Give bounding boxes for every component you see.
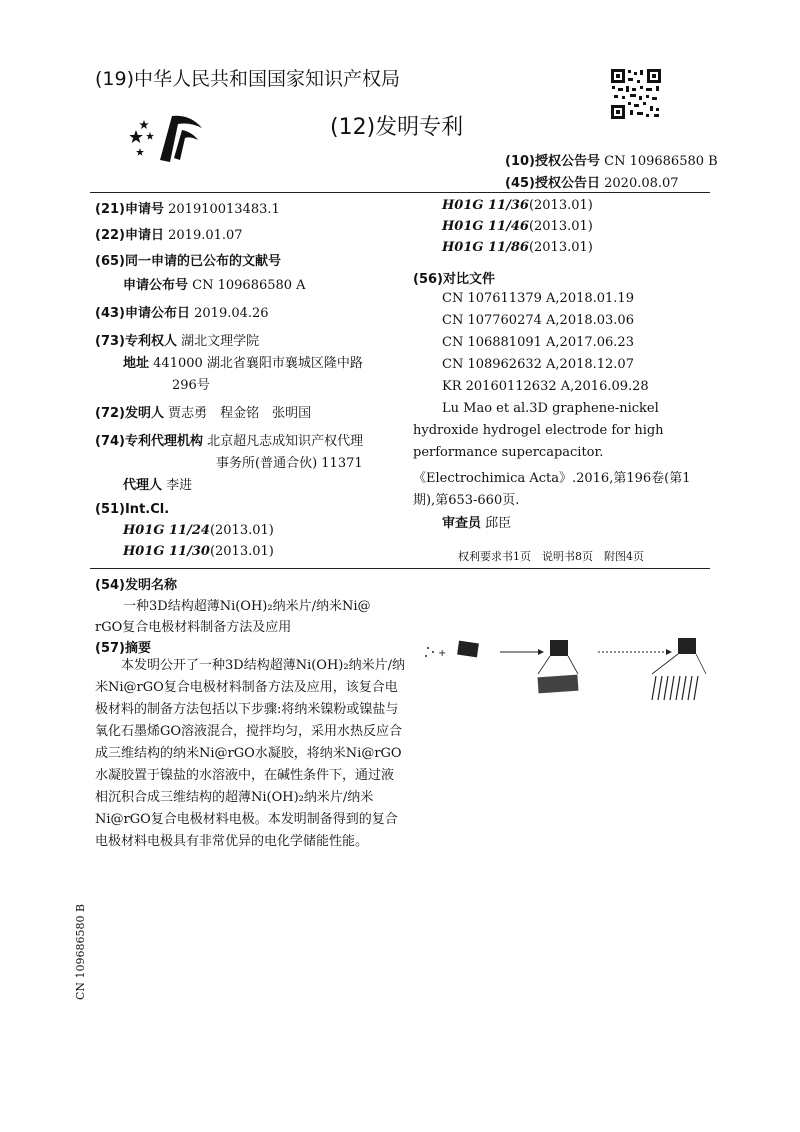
cited-references-heading: (56)对比文件	[413, 272, 495, 287]
abstract-heading: (57)摘要	[95, 641, 151, 656]
application-publication-date: (43)申请公布日 2019.04.26	[95, 306, 269, 321]
intcl-item: H01G 11/46(2013.01)	[442, 219, 593, 234]
document-type: (12)发明专利	[330, 115, 464, 140]
patent-agency: (74)专利代理机构 北京超凡志成知识产权代理	[95, 434, 364, 449]
office-name: (19)中华人民共和国国家知识产权局	[95, 68, 401, 90]
bibliography-divider	[90, 568, 710, 569]
patentee-address: 地址 441000 湖北省襄阳市襄城区隆中路	[123, 356, 363, 371]
header-divider	[90, 192, 710, 193]
application-number: (21)申请号 201910013483.1	[95, 202, 280, 217]
cited-reference: CN 108962632 A,2018.12.07	[442, 357, 634, 372]
intcl-item: H01G 11/86(2013.01)	[442, 240, 593, 255]
publication-date: (45)授权公告日 2020.08.07	[505, 176, 679, 191]
patentee: (73)专利权人 湖北文理学院	[95, 334, 260, 349]
patent-agent: 代理人 李进	[123, 478, 193, 493]
cited-reference: CN 106881091 A,2017.06.23	[442, 335, 634, 350]
examiner: 审查员 邱臣	[442, 516, 512, 531]
patent-office-logo-icon	[130, 108, 210, 168]
svg-text:+: +	[438, 648, 447, 659]
intcl-item: H01G 11/36(2013.01)	[442, 198, 593, 213]
patentee-address-line2: 296号	[172, 378, 210, 393]
abstract-text: 本发明公开了一种3D结构超薄Ni(OH)₂纳米片/纳米Ni@rGO复合电极材料制备方法及应用，该复合电极材料的制备方法包括以下步骤:将纳米镍粉或镍盐与氧化石墨烯GO溶液混合，搅拌均匀，采用水热反应合成三维结构的纳米Ni@rGO水凝胶，将纳米Ni@rGO水凝胶置于镍盐的水溶液中，在碱性条件下，通过液相沉积合成三维结构的超薄Ni(OH)₂纳米片/纳米Ni@rGO复合电极材料电极。本发明制备得到的复合电极材料电极具有非常优异的电化学储能性能。	[95, 658, 405, 849]
nonpatent-reference: 《Electrochimica Acta》.2016,第196卷(第1	[413, 471, 691, 486]
inventors: (72)发明人 贾志勇 程金铭 张明国	[95, 406, 312, 421]
invention-title: 一种3D结构超薄Ni(OH)₂纳米片/纳米Ni@	[123, 599, 371, 614]
publication-number: (10)授权公告号 CN 109686580 B	[505, 154, 718, 169]
nonpatent-reference: performance supercapacitor.	[413, 445, 604, 460]
prior-publication-heading: (65)同一申请的已公布的文献号	[95, 254, 281, 269]
nonpatent-reference: 期),第653-660页.	[413, 493, 520, 508]
invention-title-line2: rGO复合电极材料制备方法及应用	[95, 620, 292, 635]
nonpatent-reference: hydroxide hydrogel electrode for high	[413, 423, 664, 438]
page-counts: 权利要求书1页 说明书8页 附图4页	[458, 550, 644, 563]
intcl-item: H01G 11/30(2013.01)	[123, 544, 274, 559]
cited-reference: CN 107611379 A,2018.01.19	[442, 291, 634, 306]
intcl-item: H01G 11/24(2013.01)	[123, 523, 274, 538]
intcl-heading: (51)Int.Cl.	[95, 502, 170, 517]
side-publication-number: CN 109686580 B	[74, 903, 87, 1000]
abstract-figure	[420, 630, 710, 720]
application-date: (22)申请日 2019.01.07	[95, 228, 243, 243]
prior-publication-number: 申请公布号 CN 109686580 A	[123, 278, 306, 293]
cited-reference: KR 20160112632 A,2016.09.28	[442, 379, 649, 394]
nonpatent-reference: Lu Mao et al.3D graphene-nickel	[442, 401, 659, 416]
cited-reference: CN 107760274 A,2018.03.06	[442, 313, 634, 328]
invention-title-heading: (54)发明名称	[95, 578, 177, 593]
patent-agency-line2: 事务所(普通合伙) 11371	[216, 456, 363, 471]
qr-code-icon	[610, 68, 662, 120]
